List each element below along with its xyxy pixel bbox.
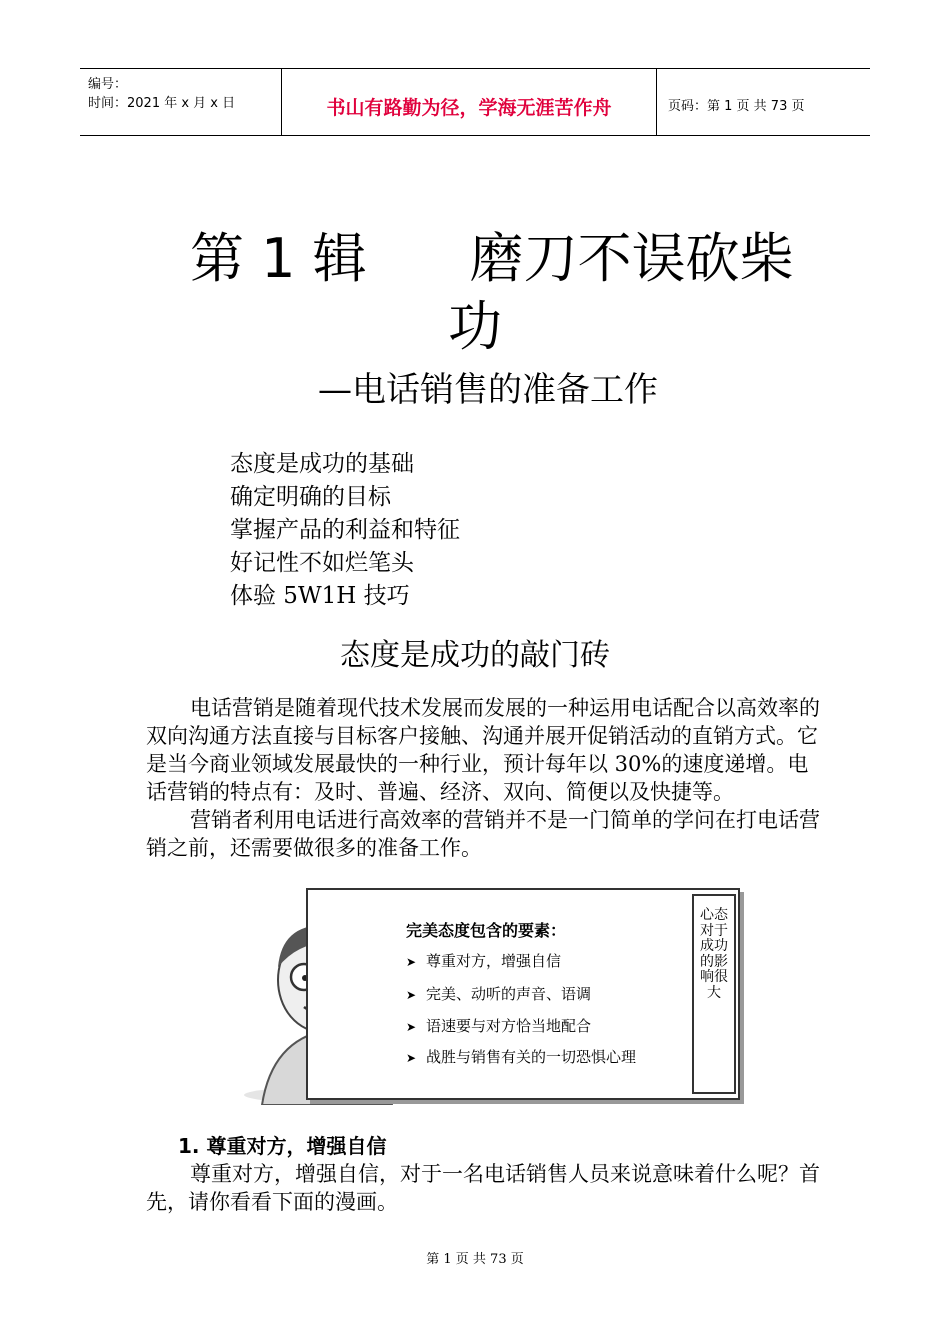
arrow-icon: ➤	[406, 1051, 417, 1065]
paragraph: 尊重对方，增强自信，对于一名电话销售人员来说意味着什么呢？首先，请你看看下面的漫画。	[146, 1162, 820, 1214]
chapter-title-line1: 第 1 辑 磨刀不误砍柴	[190, 227, 794, 290]
key-point: 掌握产品的利益和特征	[230, 517, 460, 543]
arrow-icon: ➤	[406, 955, 417, 969]
figure-item: ➤ 尊重对方，增强自信	[406, 952, 562, 970]
arrow-icon: ➤	[406, 988, 417, 1002]
paragraph: 营销者利用电话进行高效率的营销并不是一门简单的学问在打电话营销之前，还需要做很多的准备工作。	[146, 808, 820, 860]
figure-item: ➤ 语速要与对方恰当地配合	[406, 1017, 592, 1035]
key-point: 确定明确的目标	[230, 484, 391, 510]
figure-item: ➤ 完美、动听的声音、语调	[406, 985, 592, 1003]
figure-side-text: 心态对于成功的影响很大	[700, 907, 728, 1001]
key-point: 体验 5W1H 技巧	[230, 583, 410, 609]
figure-item: ➤ 战胜与销售有关的一切恐惧心理	[406, 1048, 637, 1066]
subsection-body	[146, 1160, 826, 1216]
header-page-info: 页码：第 1 页 共 73 页	[668, 99, 805, 114]
document-header	[80, 68, 870, 136]
header-divider	[656, 69, 657, 135]
chapter-title	[190, 225, 830, 361]
header-meta	[88, 75, 235, 113]
section-heading: 态度是成功的敲门砖	[340, 638, 610, 673]
figure-side-band	[692, 894, 736, 1094]
page-footer: 第 1 页 共 73 页	[426, 1252, 524, 1267]
header-motto: 书山有路勤为径，学海无涯苦作舟	[326, 97, 612, 119]
subsection-heading: 1. 尊重对方，增强自信	[178, 1134, 387, 1158]
body-paragraphs	[146, 694, 826, 862]
key-point: 态度是成功的基础	[230, 451, 414, 477]
date-label: 时间：2021 年 x 月 x 日	[88, 96, 236, 111]
key-points-list	[230, 448, 460, 613]
figure-title: 完美态度包含的要素：	[406, 921, 567, 940]
key-point: 好记性不如烂笔头	[230, 550, 414, 576]
arrow-icon: ➤	[406, 1020, 417, 1034]
chapter-title-line2: 功	[448, 295, 502, 358]
number-label: 编号：	[88, 77, 128, 92]
chapter-subtitle: —电话销售的准备工作	[318, 370, 658, 410]
paragraph: 电话营销是随着现代技术发展而发展的一种运用电话配合以高效率的双向沟通方法直接与目标客户接触、沟通并展开促销活动的直销方式。它是当今商业领域发展最快的一种行业，预计每年以 30%的速度递增。电话营销的特点有：及时、普遍、经济、双向、简便以及快捷等。	[146, 696, 820, 804]
